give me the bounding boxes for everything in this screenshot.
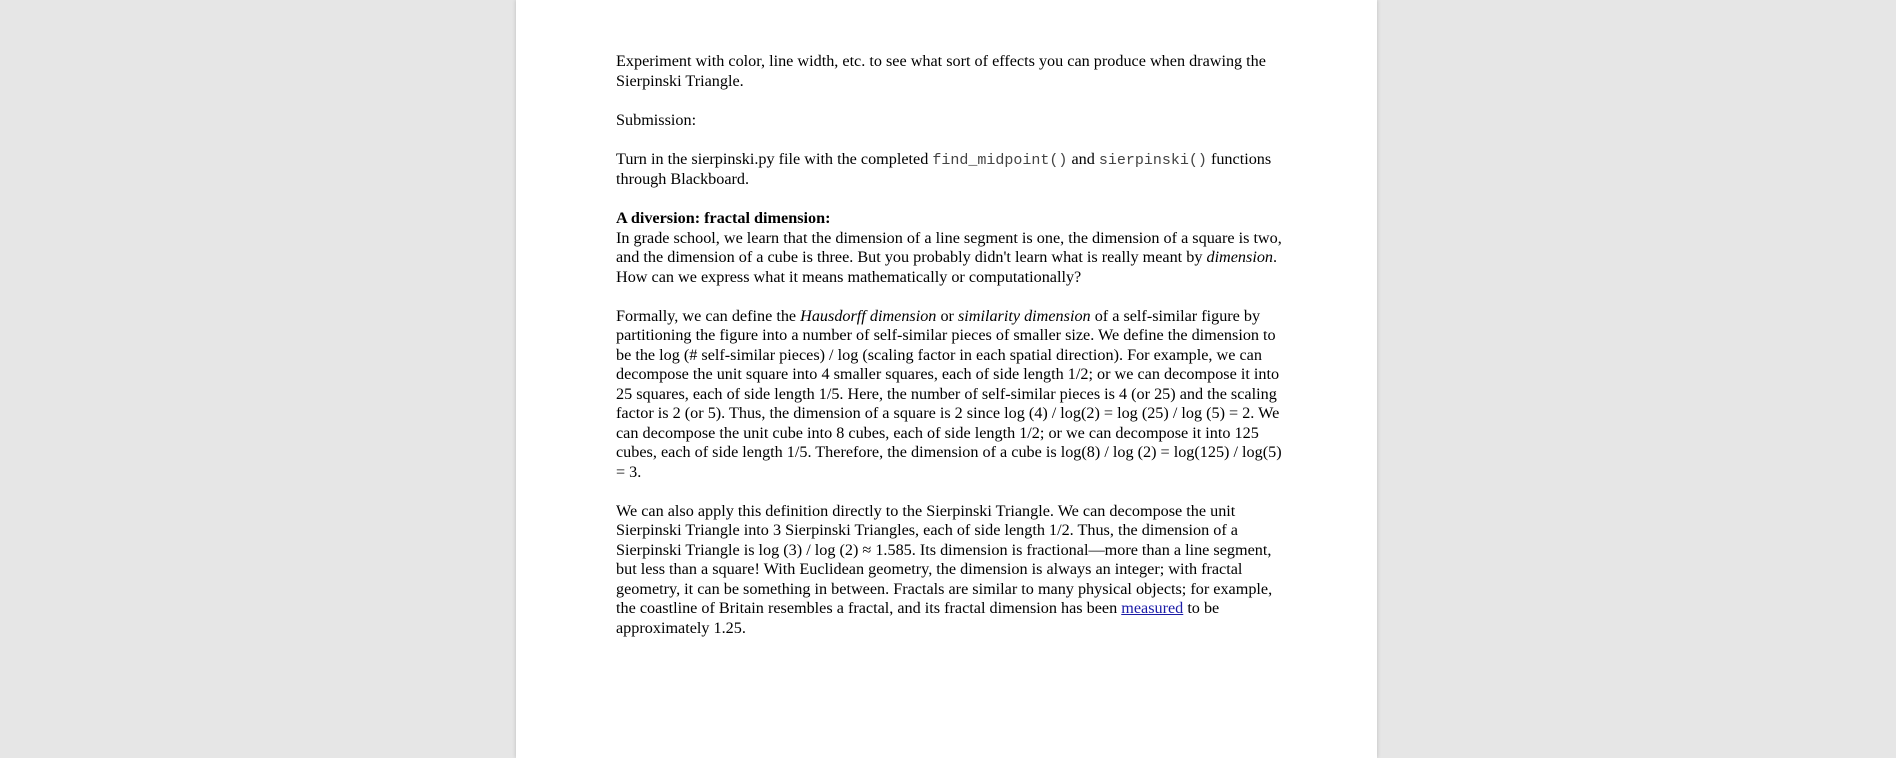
diversion-text-post: . How can we express what it means mathematically or computationally? <box>616 248 1278 286</box>
paragraph-formally <box>616 307 1286 483</box>
code-find-midpoint: find_midpoint() <box>932 151 1068 169</box>
turn-in-text-pre: Turn in the sierpinski.py file with the completed <box>616 149 933 168</box>
page-content <box>616 52 1286 658</box>
paragraph-diversion <box>616 209 1286 287</box>
formally-em-similarity: similarity dimension <box>957 306 1091 325</box>
apply-text-pre: We can also apply this definition directly to the Sierpinski Triangle. We can decompose the unit Sierpinski Triangle into 3 Sierpinski Triangles, each of side length 1/2. Thus, the dimension of a Sierpinski Triangle is log (3) / log (2) ≈ 1.585. Its dimension is fractional—more than a line segment, but less than a square! With Euclidean geometry, the dimension is always an integer; with fractal geometry, it can be something in between. Fractals are similar to many physical objects; for example, the coastline of Britain resembles a fractal, and its fractal dimension has been <box>616 501 1273 617</box>
formally-text-post: of a self-similar figure by partitioning the figure into a number of self-similar pieces of smaller size. We define the dimension to be the log (# self-similar pieces) / log (scaling factor in each spatial direction). For example, we can decompose the unit square into 4 smaller squares, each of side length 1/2; or we can decompose it into 25 squares, each of side length 1/5. Here, the number of self-similar pieces is 4 (or 25) and the scaling factor is 2 (or 5). Thus, the dimension of a square is 2 since log (4) / log(2) = log (25) / log (5) = 2. We can decompose the unit cube into 8 cubes, each of side length 1/2; or we can decompose it into 125 cubes, each of side length 1/5. Therefore, the dimension of a cube is log(8) / log (2) = log(125) / log(5) = 3. <box>616 306 1282 481</box>
paragraph-apply <box>616 502 1286 639</box>
turn-in-text-post: functions through Blackboard. <box>616 149 1272 188</box>
formally-em-hausdorff: Hausdorff dimension <box>800 306 937 325</box>
diversion-heading: A diversion: fractal dimension: <box>616 209 831 227</box>
formally-text-mid: or <box>936 306 958 325</box>
code-sierpinski: sierpinski() <box>1098 151 1207 169</box>
document-page <box>516 0 1377 758</box>
turn-in-text-mid: and <box>1067 149 1099 168</box>
formally-text-pre: Formally, we can define the <box>616 306 801 325</box>
diversion-text-pre: In grade school, we learn that the dimension of a line segment is one, the dimension of a square is two, and the dimension of a cube is three. But you probably didn't learn what is really meant by <box>616 228 1282 266</box>
submission-label: Submission: <box>616 110 697 129</box>
paragraph-experiment: Experiment with color, line width, etc. to see what sort of effects you can produce when drawing the Sierpinski Triangle. <box>616 52 1266 90</box>
measured-link[interactable]: measured <box>1121 599 1184 617</box>
diversion-em-dimension: dimension <box>1206 248 1274 266</box>
apply-text-post: to be approximately 1.25. <box>616 599 1220 637</box>
paragraph-turn-in <box>616 150 1286 190</box>
